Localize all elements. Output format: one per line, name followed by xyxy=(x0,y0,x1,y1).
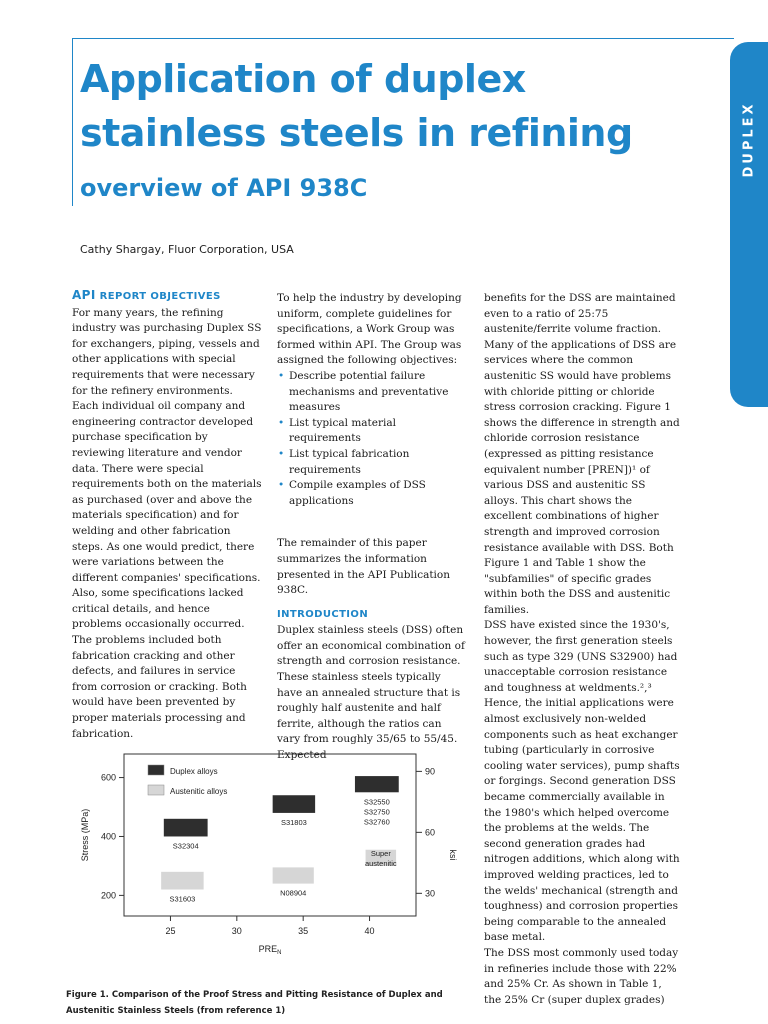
section-side-tab xyxy=(730,42,768,407)
x-axis-label: $PRE_N$ xyxy=(258,944,282,956)
legend-swatch xyxy=(148,765,164,775)
side-tab-label: DUPLEX xyxy=(741,101,757,178)
left-rule xyxy=(72,38,73,206)
section-heading-objectives xyxy=(72,288,262,305)
body-paragraph: The DSS most commonly used today in refineries include those with 22% and 25% Cr. As shown in Table 1, the 25% Cr (super duplex grades) xyxy=(484,946,679,1006)
y-tick-label: 400 xyxy=(100,831,116,842)
alloy-region xyxy=(273,867,314,883)
alloy-label: austenitic xyxy=(364,858,397,868)
x-tick-label: 35 xyxy=(298,926,309,936)
y2-tick-label: 90 xyxy=(425,766,436,777)
introduction-paragraph: Duplex stainless steels (DSS) often offer an economical combination of strength and corrosion resistance. These stainless steels typically have an annealed structure that is roughly half austenite and half ferrite, although the ratios can vary from roughly 35/65 to 55/45. Expected xyxy=(277,624,465,762)
article-subtitle: overview of API 938C xyxy=(80,174,368,202)
y2-tick-label: 60 xyxy=(425,827,436,838)
author-line: Cathy Shargay, Fluor Corporation, USA xyxy=(80,243,294,256)
list-item: • List typical material requirements xyxy=(277,416,467,447)
x-tick-label: 25 xyxy=(165,926,176,936)
heading-lead: API xyxy=(72,288,96,302)
x-axis-label-subscript: N xyxy=(277,950,282,956)
figure-caption: Figure 1. Comparison of the Proof Stress and Pitting Resistance of Duplex and Austenitic Stainless Steels (from reference 1) xyxy=(66,990,443,1016)
alloy-label: S31803 xyxy=(280,817,307,827)
alloy-label: N08904 xyxy=(280,888,307,898)
alloy-label: S32760 xyxy=(363,817,390,827)
y-axis-label: Stress (MPa) xyxy=(80,808,90,862)
alloy-region xyxy=(355,776,399,792)
alloy-label: S32750 xyxy=(363,807,390,817)
alloy-label: Super xyxy=(370,848,391,858)
y-tick-label: 200 xyxy=(100,890,116,901)
y2-tick-label: 30 xyxy=(425,888,436,899)
column-2 xyxy=(277,291,467,764)
alloy-label: S32550 xyxy=(363,797,390,807)
column-1 xyxy=(72,288,262,742)
list-item: • Describe potential failure mechanisms and preventative measures xyxy=(277,369,467,416)
alloy-region xyxy=(164,819,208,837)
column-3 xyxy=(484,291,680,1008)
work-group-paragraph: To help the industry by developing uniform, complete guidelines for specifications, a Work Group was formed within API. The Group was assigned the following objectives: xyxy=(277,292,462,367)
alloy-region xyxy=(161,872,203,890)
objectives-paragraph: For many years, the refining industry was purchasing Duplex SS for exchangers, piping, vessels and other applications with special requirements that were necessary for the refinery environments. Each individual oil company and engineering contractor developed purchase specification by reviewing literature and vendor data. There were special requirements both on the materials as purchased (over and above the materials specification) and for welding and other fabrication steps. As one would predict, there were variations between the different companies' specifications. Also, some specifications lacked critical details, and hence problems occasionally occurred. The problems included both fabrication cracking and other defects, and failures in service from corrosion or cracking. Both would have been prevented by proper materials processing and fabrication. xyxy=(72,306,262,740)
figure-1-chart xyxy=(66,744,470,974)
top-rule xyxy=(72,38,734,39)
alloy-label: S32304 xyxy=(172,841,199,851)
legend-swatch xyxy=(148,785,164,795)
remainder-paragraph: The remainder of this paper summarizes the information presented in the API Publication 938C. xyxy=(277,537,451,597)
section-heading-introduction: INTRODUCTION xyxy=(277,608,369,620)
article-title: Application of duplex stainless steels in refining xyxy=(80,57,633,155)
objectives-list xyxy=(277,369,467,509)
x-tick-label: 40 xyxy=(364,926,375,936)
legend-label: Duplex alloys xyxy=(170,767,218,776)
alloy-label: S31603 xyxy=(169,894,196,904)
y2-axis-label: ksi xyxy=(448,849,458,861)
body-paragraph: DSS have existed since the 1930's, however, the first generation steels such as type 329 (UNS S32900) had unacceptable corrosion resistance and toughness at weldments.²,³ Hence, the initial applications were almost exclusively non-welded components such as heat exchanger tubing (particularly in corrosive cooling water services), pump shafts or forgings. Second generation DSS became commercially available in the 1980's which helped overcome the problems at the welds. The second generation grades had nitrogen additions, which along with improved welding practices, led to the welds' mechanical (strength and toughness) and corrosion properties being comparable to the annealed base metal. xyxy=(484,619,680,944)
y-tick-label: 600 xyxy=(100,772,116,783)
body-paragraph: benefits for the DSS are maintained even to a ratio of 25:75 austenite/ferrite volume fraction. Many of the applications of DSS are services where the common austenitic SS would have problems with chloride pitting or chloride stress corrosion cracking. Figure 1 shows the difference in strength and chloride corrosion resistance (expressed as pitting resistance equivalent number [PREN])¹ of various DSS and austenitic SS alloys. This chart shows the excellent combinations of higher strength and improved corrosion resistance available with DSS. Both Figure 1 and Table 1 show the "subfamilies" of specific grades within both the DSS and austenitic families. xyxy=(484,292,680,616)
legend-label: Austenitic alloys xyxy=(170,787,228,796)
list-item: • List typical fabrication requirements xyxy=(277,447,467,478)
x-tick-label: 30 xyxy=(231,926,242,936)
list-item: • Compile examples of DSS applications xyxy=(277,478,467,509)
alloy-region xyxy=(273,795,315,813)
heading-rest: REPORT OBJECTIVES xyxy=(99,291,221,302)
